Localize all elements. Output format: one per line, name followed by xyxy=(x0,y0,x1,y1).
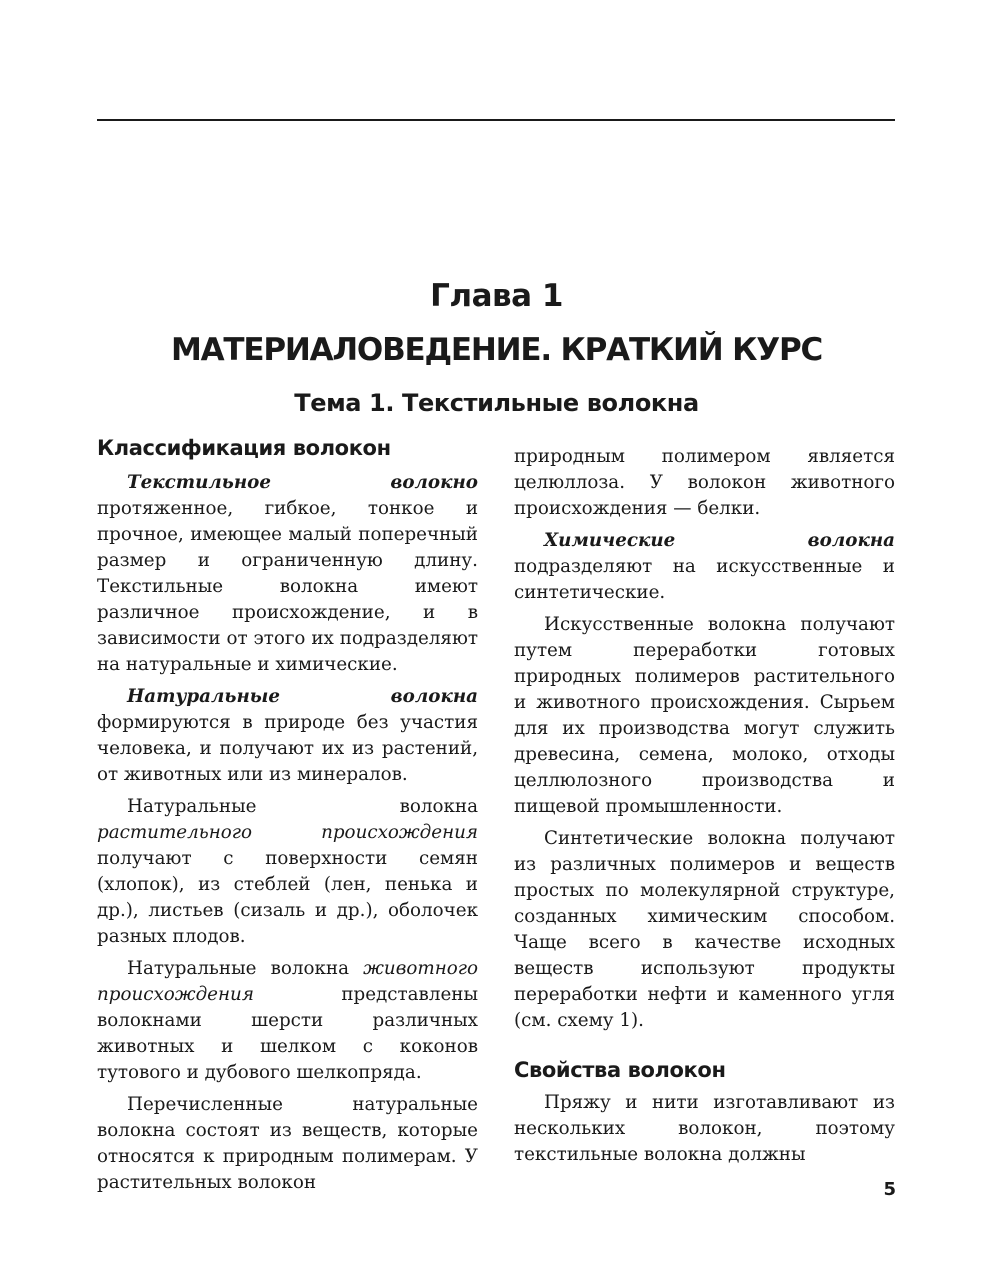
emphasis: животного происхождения xyxy=(97,958,478,1005)
paragraph xyxy=(514,528,895,606)
paragraph xyxy=(97,470,478,678)
paragraph xyxy=(514,444,895,522)
paragraph-text: Перечисленные натуральные волокна состоят из веществ, которые относятся к природным полимерам. У растительных волокон xyxy=(97,1094,478,1193)
section-heading-classification: Классификация волокон xyxy=(97,436,391,460)
left-column-text xyxy=(97,470,478,1202)
paragraph xyxy=(97,684,478,788)
chapter-title: МАТЕРИАЛОВЕДЕНИЕ. КРАТКИЙ КУРС xyxy=(170,332,823,368)
paragraph-text: Искусственные волокна получают путем переработки готовых природных полимеров растительного и животного происхождения. Сырьем для их производства могут служить древесина, семена, молоко, отходы целлюлозного производства и пищевой промышленности. xyxy=(514,614,895,817)
paragraph-text: получают с поверхности семян (хлопок), из стеблей (лен, пенька и др.), листьев (сизаль и др.), оболочек разных плодов. xyxy=(97,848,478,947)
paragraph xyxy=(97,956,478,1086)
paragraph xyxy=(97,794,478,950)
section-heading-properties: Свойства волокон xyxy=(514,1058,726,1082)
paragraph-text: представлены волокнами шерсти различных животных и шелком с коконов тутового и дубового шелкопряда. xyxy=(97,984,478,1083)
paragraph-text: протяженное, гибкое, тонкое и прочное, имеющее малый поперечный размер и ограниченную длину. Текстильные волокна имеют различное происхождение, и в зависимости от этого их подразделяют на натуральные и химические. xyxy=(97,498,478,675)
paragraph-text: Синтетические волокна получают из различных полимеров и веществ простых по молекулярной структуре, созданных химическим способом. Чаще всего в качестве исходных веществ используют продукты переработки нефти и каменного угля (см. схему 1). xyxy=(514,828,895,1031)
paragraph-text: подразделяют на искусственные и синтетические. xyxy=(514,556,895,603)
term: Текстильное волокно xyxy=(127,472,478,493)
paragraph-text: Пряжу и нити изготавливают из нескольких волокон, поэтому текстильные волокна должны xyxy=(514,1092,895,1165)
page-number: 5 xyxy=(883,1179,896,1200)
paragraph-text: природным полимером является целюллоза. У волокон животного происхождения — белки. xyxy=(514,446,895,519)
header-rule xyxy=(97,119,895,121)
paragraph-text: Натуральные волокна xyxy=(127,796,478,817)
right-column-text-continued xyxy=(514,1090,895,1174)
emphasis: растительного происхождения xyxy=(97,822,478,843)
paragraph xyxy=(97,1092,478,1196)
paragraph-text: формируются в природе без участия человека, и получают их из растений, от животных или из минералов. xyxy=(97,712,478,785)
chapter-label: Глава 1 xyxy=(430,278,563,314)
right-column-text xyxy=(514,444,895,1040)
topic-title: Тема 1. Текстильные волокна xyxy=(294,389,699,417)
paragraph xyxy=(514,612,895,820)
paragraph-text: Натуральные волокна xyxy=(127,958,364,979)
term: Натуральные волокна xyxy=(127,686,478,707)
term: Химические волокна xyxy=(544,530,895,551)
paragraph xyxy=(514,826,895,1034)
paragraph xyxy=(514,1090,895,1168)
